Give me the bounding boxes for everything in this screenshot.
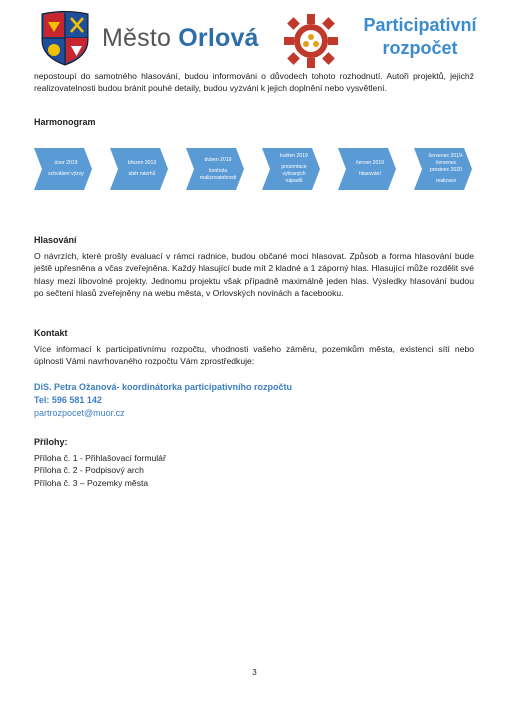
contact-email-link[interactable]: partrozpocet@muor.cz [34,408,125,418]
attachment-item: Příloha č. 1 - Přihlašovací formulář [34,453,166,463]
town-name: Město Orlová [102,24,259,52]
timeline-step-date: červenec 2019-červenec prosinec 2020 [428,153,464,173]
timeline-step-date: březen 2019 [127,160,157,166]
attachment-item: Příloha č. 2 - Podpisový arch [34,465,144,476]
timeline-step-5 [338,148,396,190]
participativni-rozpocet-logo-icon [283,13,339,69]
timeline-step-6 [414,148,472,190]
page-header [0,0,509,70]
prilohy-heading: Přílohy: [34,437,68,447]
timeline-step-2 [110,148,168,190]
page-number: 3 [252,668,257,677]
orlova-coat-of-arms-icon [38,10,92,66]
timeline-step-label: realizace [435,178,457,184]
timeline-step-label: kontrola realizovatelnosti [199,167,237,181]
attachments-list [34,452,166,489]
chevron-shape [110,148,168,190]
attachment-item: Příloha č. 3 – Pozemky města [34,477,149,488]
contact-phone: Tel: 596 581 142 [34,395,102,405]
timeline-step-label: schválení výzvy [48,171,84,177]
timeline-step-label: prezentace vybraných nápadů [281,164,307,184]
contact-name: DiS. Petra Ožanová- koordinátorka participativního rozpočtu [34,382,293,392]
harmonogram-heading: Harmonogram [34,117,96,127]
timeline-step-1 [34,148,92,190]
chevron-shape [338,148,396,190]
timeline-step-label: sběr návrhů [128,171,156,177]
intro-paragraph: nepostoupí do samotného hlasování, budou informováni o důvodech tohoto rozhodnutí. Autoři projektů, jejichž realizovatelnosti budou bránit pouhé detaily, budou vyzváni k jejich doplnění nebo vysvětlení. [34,71,474,94]
kontakt-paragraph: Více informací k participativnímu rozpočtu, vhodnosti vašeho záměru, pozemkům města, existenci sítí nebo úplnosti Vámi navrhovaného rozpočtu Vám zprostředkuje: [34,344,474,367]
contact-block [34,381,292,420]
timeline-step-4 [262,148,320,190]
timeline-step-label: hlasování [359,171,381,177]
chevron-shape [34,148,92,190]
timeline-step-date: květen 2019 [280,153,308,159]
timeline-step-date: červen 2019 [355,160,385,166]
hlasovani-paragraph: O návrzích, které prošly evaluací v rámci radnice, budou občané moci hlasovat. Způsob a forma hlasování bude ještě upřesněna a včas zveřejněna. Každý hlasující bude mít 2 kladné a 1 záporný hlas. Hlasující může rozdělit své hlasy mezi libovolné projekty. Jednomu projektu však případně maximálně jeden hlas. Výsledky hlasování budou po sečtení hlasů zveřejněny na webu města, v Orlovských novinách a facebooku. [34,251,474,299]
participativni-rozpocet-title: Participativní rozpočet [363,15,477,58]
hlasovani-heading: Hlasování [34,235,77,245]
timeline-step-date: duben 2019 [204,156,232,163]
kontakt-heading: Kontakt [34,328,68,338]
harmonogram-timeline [34,145,474,195]
timeline-step-3 [186,148,244,190]
timeline-step-date: únor 2019 [54,160,78,166]
